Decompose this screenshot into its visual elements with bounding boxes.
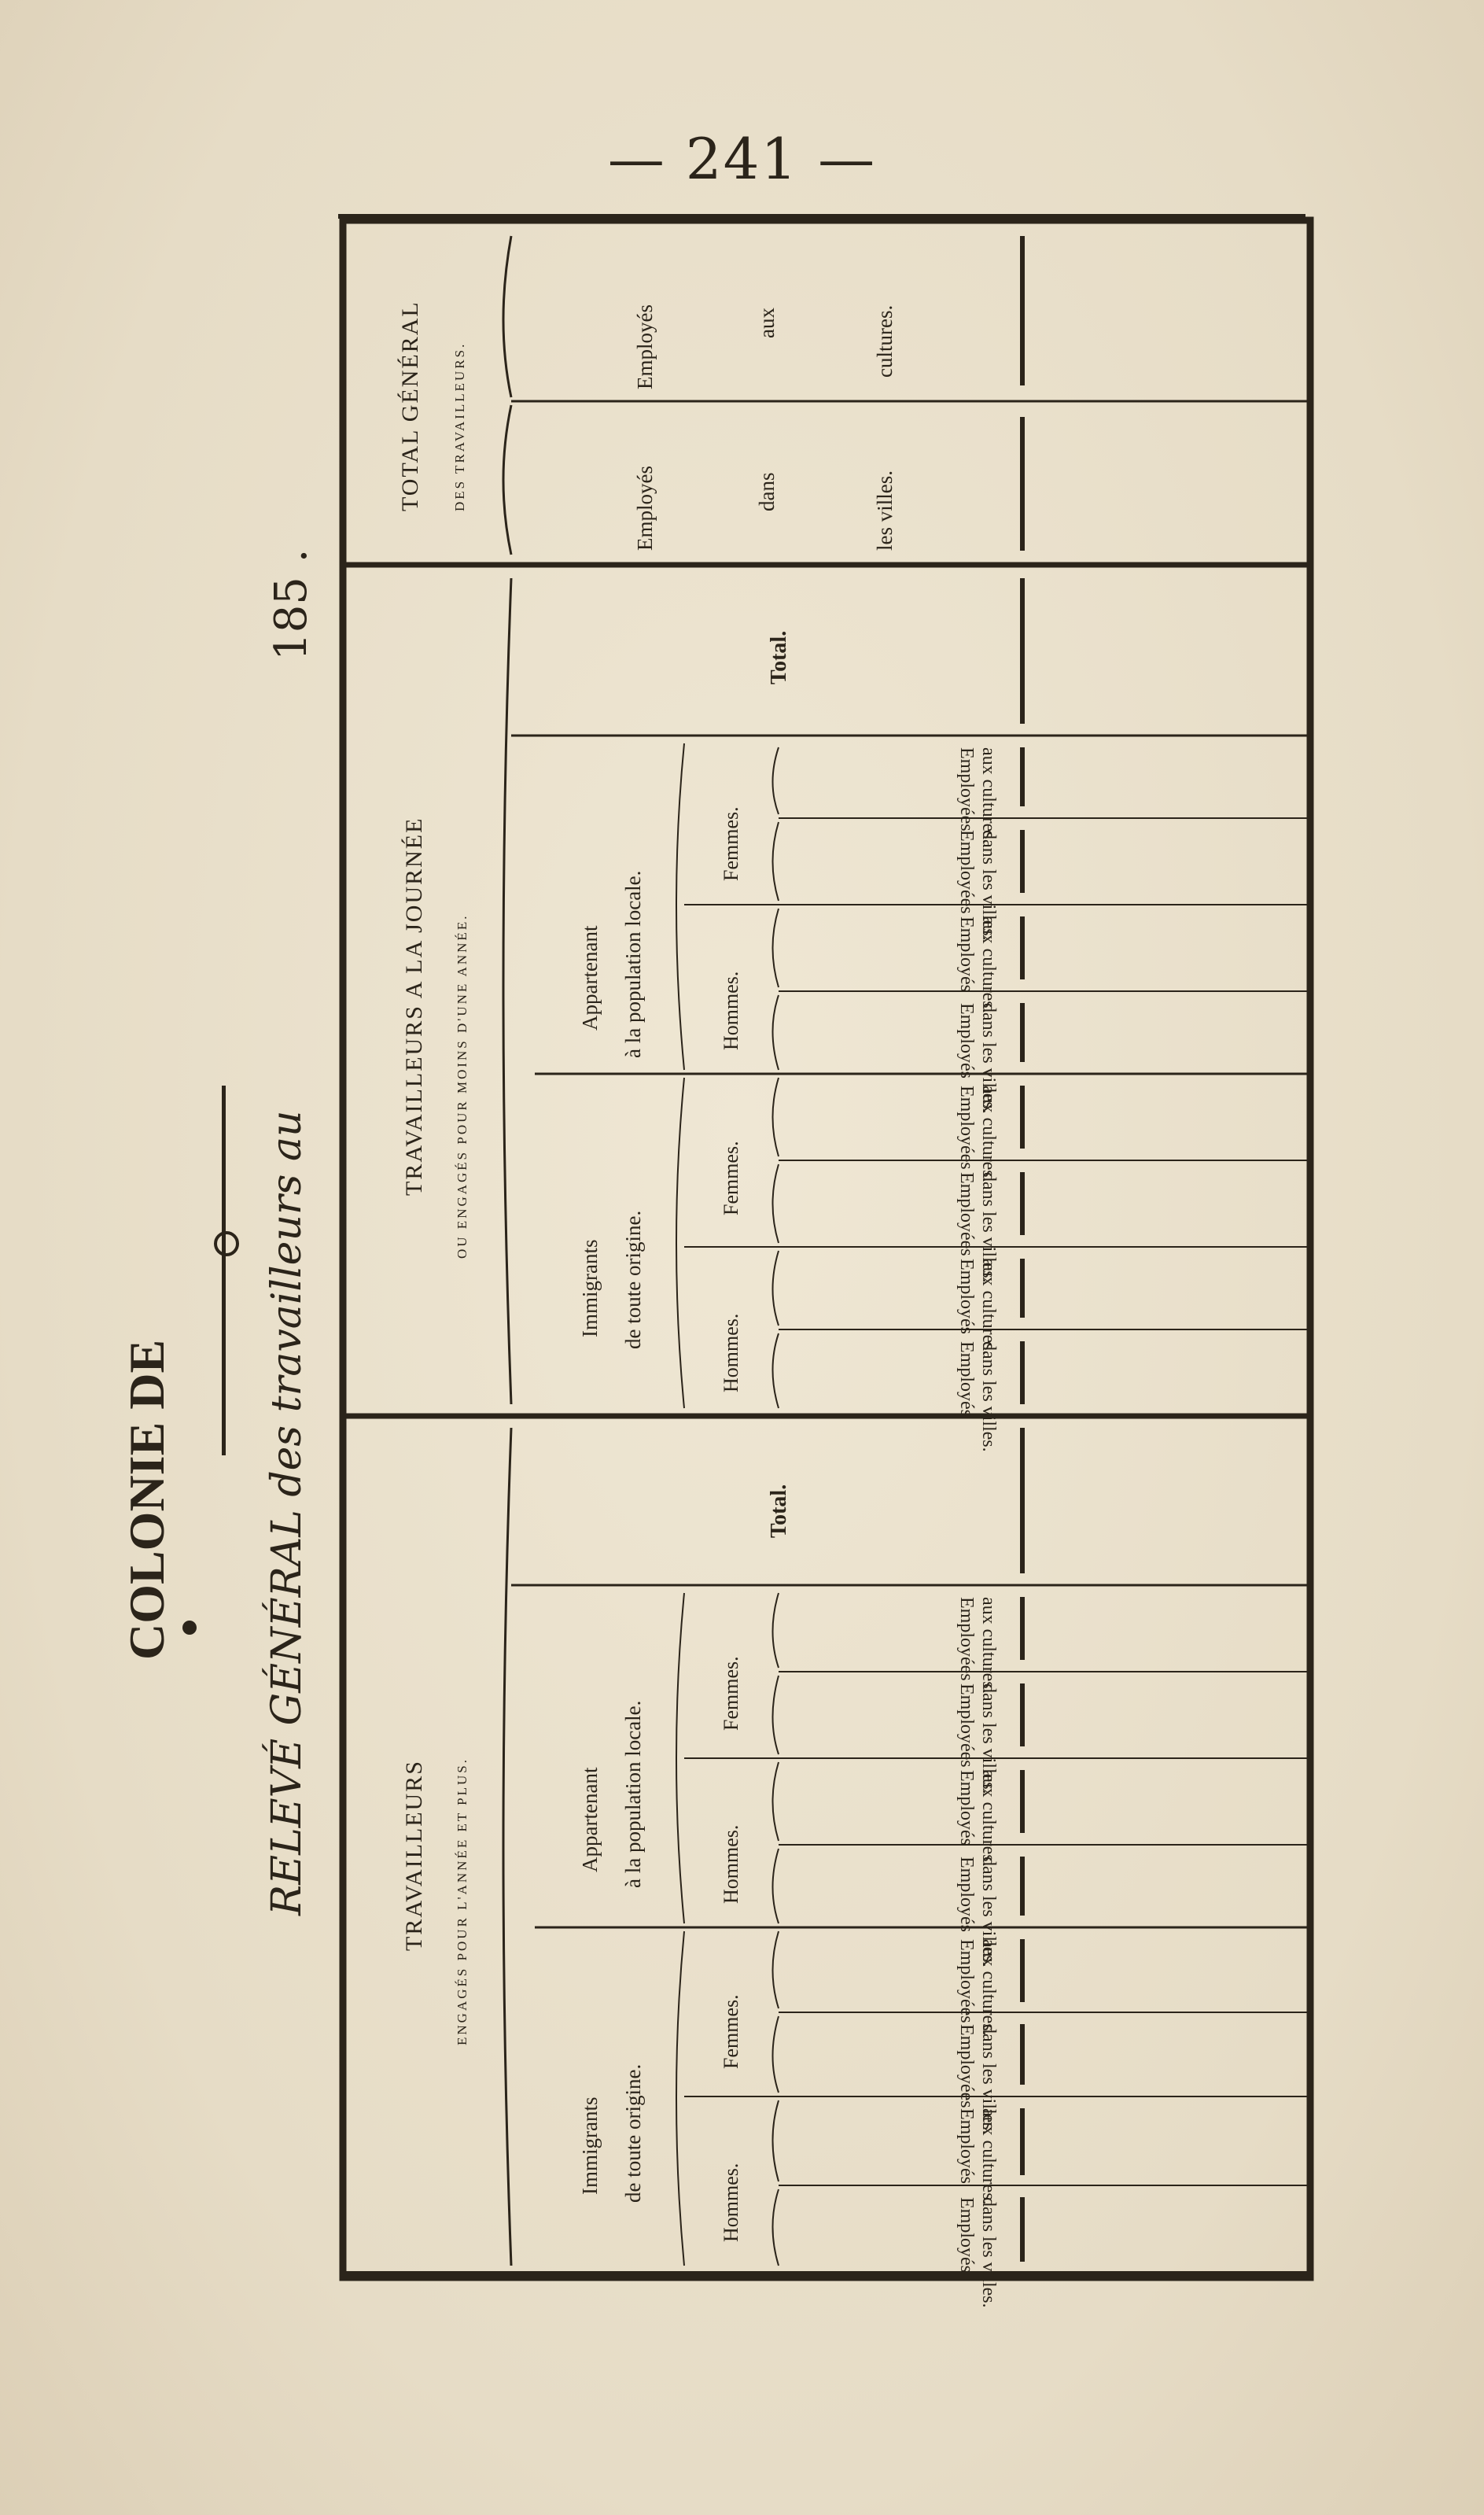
journee-hommes-2: Hommes.	[720, 1313, 742, 1392]
journee-cell-7: aux cultures. Employés	[956, 1259, 999, 1355]
annee-pop-locale: à la population locale.	[621, 1700, 645, 1888]
annee-cell-6: dans les villes. Employées	[956, 2024, 999, 2135]
journee-appartenant: Appartenant	[578, 925, 602, 1031]
annee-title: TRAVAILLEURS	[401, 1760, 427, 1951]
journee-immigrants: Immigrants	[578, 1239, 602, 1337]
annee-total-label: Total.	[767, 1484, 791, 1538]
journee-total-label: Total.	[767, 630, 791, 684]
journee-cell-4: dans les villes. Employés	[956, 1003, 999, 1114]
journee-cell-1: aux cultures. Employées	[956, 747, 999, 844]
annee-immigrants: Immigrants	[578, 2096, 602, 2195]
journee-title: TRAVAILLEURS A LA JOURNÉE	[401, 817, 427, 1196]
year-label: 185 .	[266, 548, 317, 661]
annee-cell-1: aux cultures. Employées	[956, 1597, 999, 1694]
journee-hommes-1: Hommes.	[720, 971, 742, 1050]
annee-cell-8: dans les villes. Employés	[956, 2197, 999, 2308]
annee-cell-4: dans les villes. Employés	[956, 1857, 999, 1967]
releve-title: RELEVÉ GÉNÉRAL des travailleurs au	[263, 1110, 311, 1916]
annee-cell-7: aux cultures. Employés	[956, 2108, 999, 2205]
journee-cell-2: dans les villes. Employées	[956, 830, 999, 941]
journee-toute-origine: de toute origine.	[621, 1210, 645, 1349]
annee-subtitle: ENGAGÉS POUR L'ANNÉE ET PLUS.	[455, 1757, 470, 2045]
annee-cell-3: aux cultures. Employés	[956, 1770, 999, 1867]
col-villes-line3: les villes.	[873, 470, 897, 551]
page-number: — 241 —	[607, 126, 877, 192]
col-cultures-line1: Employés	[633, 304, 657, 389]
col-cultures-line2: aux	[755, 308, 779, 338]
journee-subtitle: OU ENGAGÉS POUR MOINS D'UNE ANNÉE.	[455, 913, 470, 1259]
journee-femmes-2: Femmes.	[720, 1141, 742, 1215]
annee-cell-2: dans les villes. Employées	[956, 1683, 999, 1794]
annee-cell-5: aux cultures. Employées	[956, 1939, 999, 2036]
journee-cell-3: aux cultures. Employés	[956, 916, 999, 1013]
col-cultures-line3: cultures.	[873, 304, 897, 378]
annee-femmes-1: Femmes.	[720, 1656, 742, 1731]
annee-hommes-2: Hommes.	[720, 2163, 742, 2242]
journee-pop-locale: à la population locale.	[621, 870, 645, 1058]
journee-femmes-1: Femmes.	[720, 806, 742, 881]
col-villes-line1: Employés	[633, 466, 657, 551]
total-general-subtitle: DES TRAVAILLEURS.	[452, 341, 467, 511]
col-villes-line2: dans	[755, 472, 779, 511]
annee-toute-origine: de toute origine.	[621, 2063, 645, 2203]
journee-cell-5: aux cultures. Employées	[956, 1086, 999, 1182]
colony-title: COLONIE DE	[119, 1339, 175, 1660]
total-general-title: TOTAL GÉNÉRAL	[397, 301, 423, 511]
journee-cell-6: dans les villes. Employées	[956, 1172, 999, 1283]
journee-cell-8: dans les villes. Employés	[956, 1341, 999, 1452]
annee-femmes-2: Femmes.	[720, 1994, 742, 2069]
annee-appartenant: Appartenant	[578, 1767, 602, 1872]
annee-hommes-1: Hommes.	[720, 1824, 742, 1904]
